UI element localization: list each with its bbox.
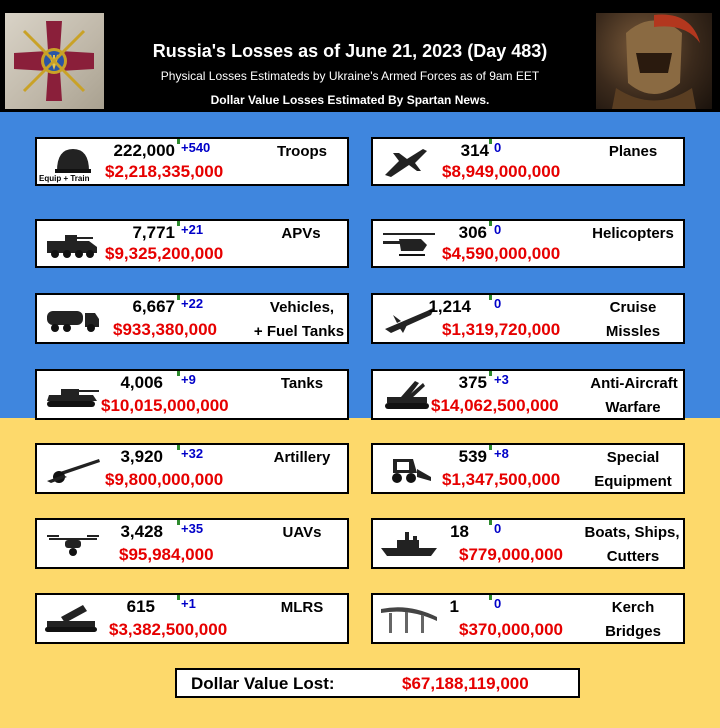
daily-delta: 0 (494, 521, 502, 536)
tick-mark (177, 139, 180, 144)
category-label-line2: Warfare (605, 399, 661, 416)
daily-delta: 0 (494, 140, 502, 155)
daily-delta: +540 (181, 140, 211, 155)
spartan-helmet-icon (596, 13, 712, 109)
stat-card-kerch-bridges (371, 593, 685, 644)
category-label: APVs (281, 225, 321, 242)
stat-card-artillery (35, 443, 349, 494)
stat-card-vehicles (35, 293, 349, 344)
stat-card-cruise-missiles (371, 293, 685, 344)
header (0, 0, 720, 112)
stat-card-helicopters (371, 219, 685, 268)
category-label-line2: Missles (605, 323, 661, 340)
dollar-loss: $779,000,000 (459, 545, 563, 564)
category-label: Kerch (611, 599, 655, 616)
category-label-line2: Equipment (594, 473, 672, 490)
tick-mark (177, 221, 180, 226)
stat-card-tanks (35, 369, 349, 420)
dollar-loss: $370,000,000 (459, 620, 563, 639)
loss-count: 1 (449, 597, 459, 616)
tick-mark (177, 371, 180, 376)
loss-count: 314 (460, 141, 489, 160)
daily-delta: 0 (494, 596, 502, 611)
dollar-loss: $1,347,500,000 (442, 470, 561, 489)
stat-card-mlrs (35, 593, 349, 644)
loss-count: 4,006 (120, 373, 163, 392)
category-label: Vehicles, (269, 299, 335, 316)
dollar-loss: $10,015,000,000 (101, 396, 229, 415)
loss-count: 539 (458, 447, 487, 466)
daily-delta: 0 (494, 222, 502, 237)
daily-delta: +32 (181, 446, 204, 461)
tick-mark (177, 595, 180, 600)
icon-caption: Equip + Train (39, 174, 90, 183)
total-loss-box (175, 668, 580, 698)
category-label: Artillery (273, 449, 331, 466)
dollar-loss: $9,800,000,000 (105, 470, 224, 489)
total-value: $67,188,119,000 (402, 674, 529, 693)
dollar-loss: $933,380,000 (113, 320, 217, 339)
category-label: Special (606, 449, 660, 466)
daily-delta: +9 (181, 372, 196, 387)
loss-count: 306 (458, 223, 487, 242)
dollar-loss: $2,218,335,000 (105, 162, 224, 181)
loss-count: 375 (458, 373, 487, 392)
category-label: UAVs (282, 524, 322, 541)
loss-count: 3,920 (120, 447, 163, 466)
dollar-loss: $3,382,500,000 (109, 620, 228, 639)
stat-card-apvs (35, 219, 349, 268)
daily-delta: +3 (494, 372, 509, 387)
dollar-loss: $8,949,000,000 (442, 162, 561, 181)
subtitle-source: Dollar Value Losses Estimated By Spartan News. (210, 93, 490, 107)
loss-count: 1,214 (428, 297, 471, 316)
tick-mark (489, 445, 492, 450)
loss-count: 615 (126, 597, 155, 616)
tick-mark (489, 295, 492, 300)
daily-delta: +8 (494, 446, 509, 461)
tick-mark (489, 371, 492, 376)
tick-mark (177, 295, 180, 300)
daily-delta: +35 (181, 521, 204, 536)
loss-count: 222,000 (113, 141, 175, 160)
tick-mark (177, 520, 180, 525)
tick-mark (489, 595, 492, 600)
loss-count: 18 (450, 522, 469, 541)
category-label-line2: Cutters (606, 548, 660, 565)
category-label: Planes (608, 143, 658, 160)
stat-card-special-equipment (371, 443, 685, 494)
daily-delta: 0 (494, 296, 502, 311)
armed-forces-emblem-icon (5, 13, 104, 109)
dollar-loss: $1,319,720,000 (442, 320, 561, 339)
dollar-loss: $9,325,200,000 (105, 244, 224, 263)
stat-card-boats (371, 518, 685, 569)
category-label-line2: + Fuel Tanks (253, 323, 345, 340)
category-label: Troops (276, 143, 327, 160)
page-title: Russia's Losses as of June 21, 2023 (Day 483) (152, 41, 548, 61)
dollar-loss: $4,590,000,000 (442, 244, 561, 263)
category-label-line2: Bridges (605, 623, 661, 640)
category-label: Cruise (609, 299, 657, 316)
loss-count: 3,428 (120, 522, 163, 541)
tick-mark (489, 221, 492, 226)
category-label: Helicopters (592, 225, 674, 242)
category-label: Anti-Aircraft (590, 375, 678, 392)
total-label: Dollar Value Lost: (191, 674, 335, 693)
tick-mark (489, 520, 492, 525)
subtitle: Physical Losses Estimateds by Ukraine's Armed Forces as of 9am EET (160, 69, 540, 83)
stat-card-anti-aircraft (371, 369, 685, 420)
daily-delta: +1 (181, 596, 196, 611)
category-label: MLRS (280, 599, 324, 616)
stat-card-troops (35, 137, 349, 186)
daily-delta: +21 (181, 222, 204, 237)
loss-count: 7,771 (132, 223, 175, 242)
stat-card-uavs (35, 518, 349, 569)
daily-delta: +22 (181, 296, 204, 311)
category-label: Tanks (280, 375, 324, 392)
category-label: Boats, Ships, (584, 524, 680, 541)
dollar-loss: $14,062,500,000 (431, 396, 559, 415)
tick-mark (489, 139, 492, 144)
stat-card-planes (371, 137, 685, 186)
dollar-loss: $95,984,000 (119, 545, 214, 564)
tick-mark (177, 445, 180, 450)
loss-count: 6,667 (132, 297, 175, 316)
